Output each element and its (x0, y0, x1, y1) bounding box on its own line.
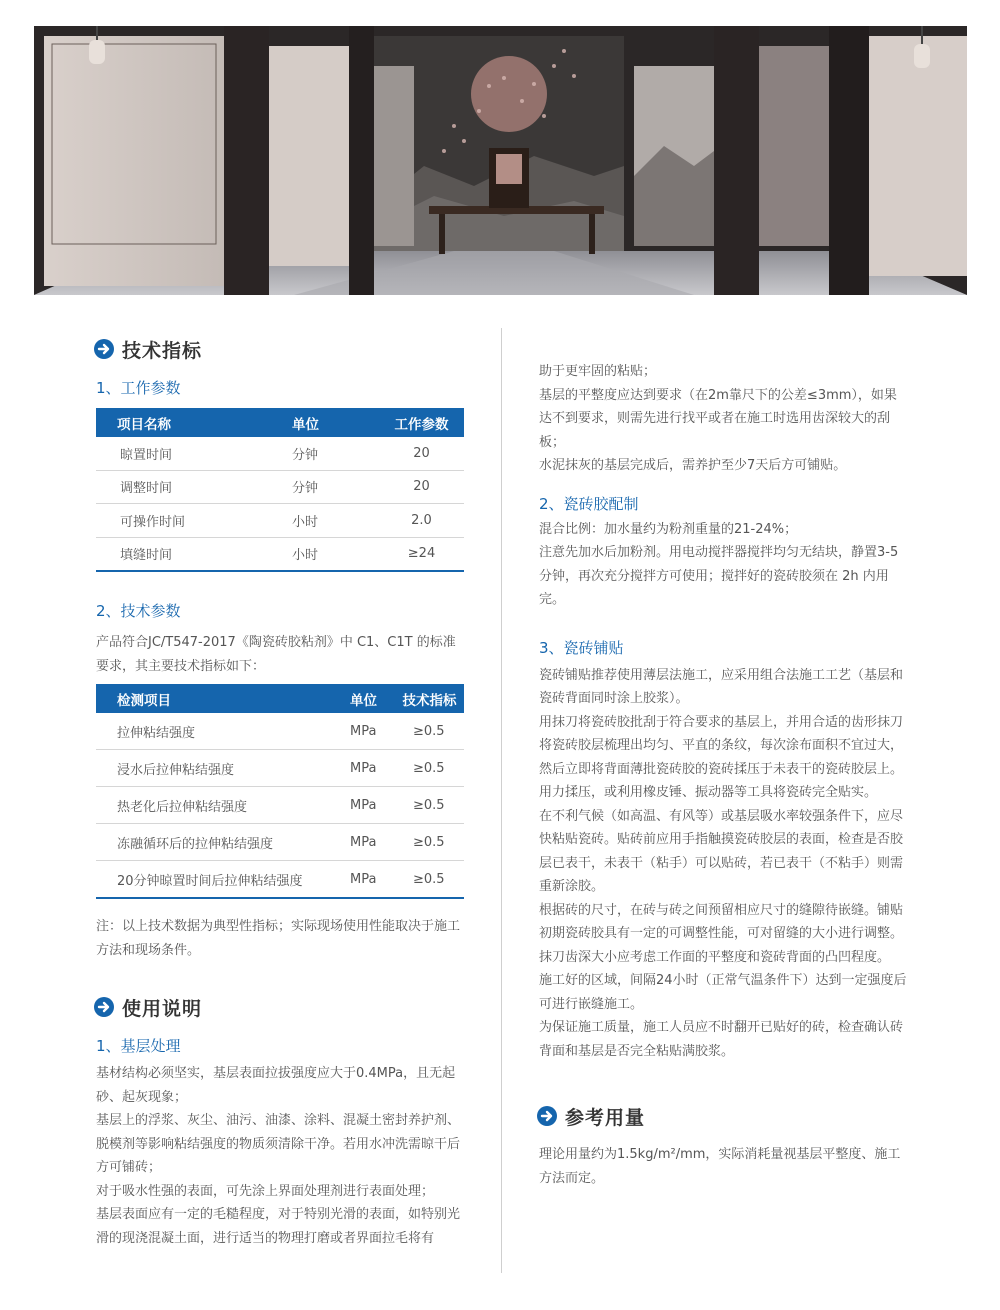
dosage-section-heading (537, 1101, 909, 1131)
table-cell: 拉伸粘结强度 (96, 713, 344, 750)
column-divider (501, 328, 502, 1273)
table-cell: 填缝时间 (96, 537, 268, 571)
table-row (96, 537, 464, 571)
paragraph: 瓷砖铺贴推荐使用薄层法施工，应采用组合法施工工艺（基层和瓷砖背面同时涂上胶浆）。 (539, 667, 904, 706)
paragraph: 基层上的浮浆、灰尘、油污、油漆、涂料、混凝土密封养护剂、脱模剂等影响粘结强度的物质须清除干净。若用水冲洗需晾干后方可铺砖； (96, 1113, 461, 1175)
table-row (96, 861, 464, 899)
tech-title: 技术指标 (122, 339, 203, 362)
lay-paragraphs (539, 664, 909, 1064)
paragraph: 助于更牢固的粘贴； (539, 364, 657, 379)
table-header: 项目名称 (96, 408, 268, 437)
table-cell: ≥0.5 (395, 750, 464, 787)
arrow-right-circle-icon (94, 339, 114, 359)
paragraph: 基层的平整度应达到要求（在2m靠尺下的公差≤3mm），如果达不到要求，则需先进行找平或者在施工时选用齿深较大的刮板； (539, 387, 897, 450)
table-cell: MPa (344, 824, 395, 861)
interior-photo (34, 26, 967, 295)
table-cell: MPa (344, 713, 395, 750)
table-cell: 小时 (268, 504, 379, 538)
paragraph: 用抹刀将瓷砖胶批刮于符合要求的基层上，并用合适的齿形抹刀将瓷砖胶层梳理出均匀、平直的条纹，每次涂布面积不宜过大，然后立即将背面薄批瓷砖胶的瓷砖揉压于未表干的瓷砖胶层上。用力揉压，或利用橡皮锤、振动器等工具将瓷砖完全贴实。 (539, 714, 904, 800)
table-cell: ≥0.5 (395, 787, 464, 824)
table-cell: ≥0.5 (395, 713, 464, 750)
tech-params-intro: 产品符合JC/T547-2017《陶瓷砖胶粘剂》中 C1、C1T 的标准要求，其主要技术指标如下： (96, 635, 456, 674)
table-header: 技术指标 (395, 684, 464, 713)
table-cell: ≥24 (379, 537, 464, 571)
paragraph: 施工好的区域，间隔24小时（正常气温条件下）达到一定强度后可进行嵌缝施工。 (539, 973, 907, 1012)
table-row (96, 437, 464, 470)
paragraph: 注意先加水后加粉剂。用电动搅拌器搅拌均匀无结块，静置3-5分钟，再次充分搅拌方可使用；搅拌好的瓷砖胶须在 2h 内用完。 (539, 545, 899, 607)
arrow-right-circle-icon (537, 1106, 557, 1126)
table-row (96, 470, 464, 504)
hero-photo (34, 26, 967, 295)
dosage-title: 参考用量 (565, 1106, 646, 1129)
table-cell: MPa (344, 787, 395, 824)
table-header: 检测项目 (96, 684, 344, 713)
arrow-right-circle-icon (94, 997, 114, 1017)
table-header: 工作参数 (379, 408, 464, 437)
paragraph: 根据砖的尺寸，在砖与砖之间预留相应尺寸的缝隙待嵌缝。铺贴初期瓷砖胶具有一定的可调整性能，可对留缝的大小进行调整。 (539, 902, 904, 941)
table-cell: MPa (344, 861, 395, 899)
table-cell: 晾置时间 (96, 437, 268, 470)
paragraph: 基材结构必须坚实，基层表面拉拔强度应大于0.4MPa，且无起砂、起灰现象； (96, 1066, 456, 1105)
usage-title: 使用说明 (122, 997, 203, 1020)
paragraph: 混合比例：加水量约为粉剂重量的21-24%； (539, 521, 798, 537)
paragraph: 为保证施工质量，施工人员应不时翻开已贴好的砖，检查确认砖背面和基层是否完全粘贴满胶浆。 (539, 1020, 904, 1059)
left-column (96, 334, 468, 1250)
table-cell: 分钟 (268, 437, 379, 470)
table-row (96, 824, 464, 861)
table-cell: 冻融循环后的拉伸粘结强度 (96, 824, 344, 861)
table-cell: 20 (379, 437, 464, 470)
table-header: 单位 (344, 684, 395, 713)
tech-params-title: 2、技术参数 (96, 602, 181, 620)
table-cell: 分钟 (268, 470, 379, 504)
table-cell: 20 (379, 470, 464, 504)
work-params-table (96, 408, 464, 572)
mix-paragraphs (539, 518, 909, 612)
paragraph: 抹刀齿深大小应考虑工作面的平整度和瓷砖背面的凸凹程度。 (539, 949, 891, 965)
right-column (539, 360, 909, 1190)
base-continued (539, 360, 909, 478)
table-cell: ≥0.5 (395, 861, 464, 899)
table-cell: 浸水后拉伸粘结强度 (96, 750, 344, 787)
usage-section-heading (94, 992, 468, 1022)
table-cell: 可操作时间 (96, 504, 268, 538)
mix-title: 2、瓷砖胶配制 (539, 494, 639, 513)
table-cell: 20分钟晾置时间后拉伸粘结强度 (96, 861, 344, 899)
paragraph: 在不利气候（如高温、有风等）或基层吸水率较强条件下，应尽快粘贴瓷砖。贴砖前应用手指触摸瓷砖胶层的表面，检查是否胶层已表干，未表干（粘手）可以贴砖，若已表干（不粘手）则需重新涂胶。 (539, 808, 904, 894)
table-cell: 小时 (268, 537, 379, 571)
table-row (96, 750, 464, 787)
lay-title: 3、瓷砖铺贴 (539, 638, 624, 657)
tech-params-table (96, 684, 464, 899)
table-cell: 热老化后拉伸粘结强度 (96, 787, 344, 824)
table-header: 单位 (268, 408, 379, 437)
table-row (96, 713, 464, 750)
paragraph: 水泥抹灰的基层完成后，需养护至少7天后方可铺贴。 (539, 458, 847, 473)
table-cell: ≥0.5 (395, 824, 464, 861)
dosage-text: 理论用量约为1.5kg/m²/mm，实际消耗量视基层平整度、施工方法而定。 (539, 1147, 901, 1186)
table-cell: 2.0 (379, 504, 464, 538)
table-row (96, 787, 464, 824)
tech-section-heading (94, 334, 468, 364)
paragraph: 对于吸水性强的表面，可先涂上界面处理剂进行表面处理； (96, 1183, 435, 1199)
table-cell: 调整时间 (96, 470, 268, 504)
paragraph: 基层表面应有一定的毛糙程度，对于特别光滑的表面，如特别光滑的现浇混凝土面，进行适当的物理打磨或者界面拉毛将有 (96, 1207, 461, 1246)
table-row (96, 504, 464, 538)
table-cell: MPa (344, 750, 395, 787)
work-params-title: 1、工作参数 (96, 379, 181, 397)
base-paragraphs (96, 1062, 468, 1250)
base-title: 1、基层处理 (96, 1037, 181, 1055)
tech-note: 注：以上技术数据为典型性指标；实际现场使用性能取决于施工方法和现场条件。 (96, 919, 461, 958)
